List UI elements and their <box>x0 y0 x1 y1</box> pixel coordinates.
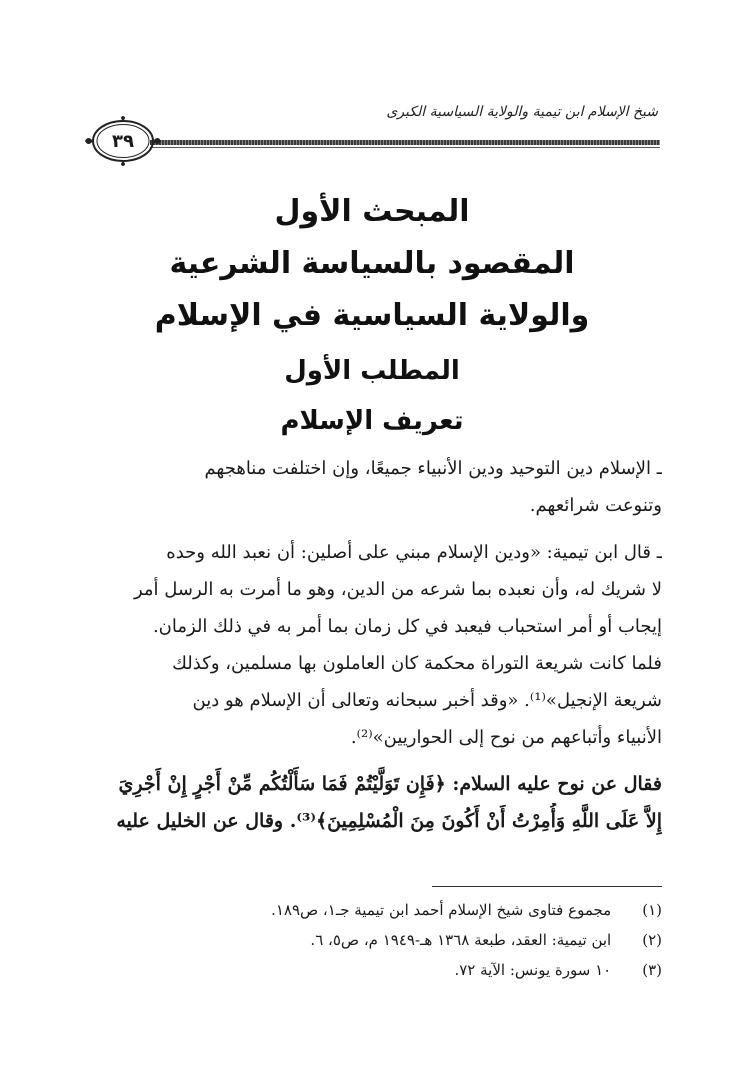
text-line: وتنوعت شرائعهم. <box>529 495 662 516</box>
page-header <box>84 104 660 160</box>
footnote-3 <box>84 956 662 984</box>
running-title: شيخ الإسلام ابن تيمية والولاية السياسية الكبرى <box>386 104 658 120</box>
text-line: ـ الإسلام دين التوحيد ودين الأنبياء جميعًا، وإن اختلفت مناهجهم <box>204 458 662 479</box>
section-subtitle: تعريف الإسلام <box>280 406 464 436</box>
text-line: لا شريك له، وأن نعبده بما شرعه من الدين، وهو ما أمرت به الرسل أمر <box>133 579 662 600</box>
footnote-number: (٢) <box>642 931 662 949</box>
text-line: إِلاَّ عَلَى اللَّهِ وَأُمِرْتُ أَنْ أَكُونَ مِنَ الْمُسْلِمِينَ﴾⁽³⁾. وقال عن الخليل عليه <box>116 810 662 832</box>
body-text <box>84 450 662 840</box>
footnote-number: (٣) <box>642 961 662 979</box>
footnote-text: ابن تيمية: العقد، طبعة ١٣٦٨ هـ-١٩٤٩ م، ص٥، ٦. <box>310 931 612 949</box>
footnote-text: مجموع فتاوى شيخ الإسلام أحمد ابن تيمية جـ١، ص١٨٩. <box>271 901 612 919</box>
text-line: إيجاب أو أمر استحباب فيعبد في كل زمان بما أمر به في ذلك الزمان. <box>152 616 662 637</box>
text-line: ـ قال ابن تيمية: «ودين الإسلام مبني على أصلين: أن نعبد الله وحده <box>166 542 662 563</box>
text-line: فلما كانت شريعة التوراة محكمة كان العاملون بها مسلمين، وكذلك <box>172 653 662 674</box>
paragraph <box>84 450 662 524</box>
header-rule-thin <box>150 147 660 148</box>
text-line: شريعة الإنجيل»⁽¹⁾. «وقد أخبر سبحانه وتعالى أن الإسلام هو دين <box>192 690 662 711</box>
chapter-subtitle-2: والولاية السياسية في الإسلام <box>154 298 590 333</box>
paragraph <box>84 534 662 756</box>
section-heading: المطلب الأول <box>284 356 460 386</box>
chapter-heading: المبحث الأول <box>274 194 470 229</box>
text-line: الأنبياء وأتباعهم من نوح إلى الحواريين»⁽²⁾. <box>350 727 662 748</box>
chapter-subtitle-1: المقصود بالسياسة الشرعية <box>169 246 575 281</box>
text-line: فقال عن نوح عليه السلام: ﴿فَإِن تَوَلَّيْتُمْ فَمَا سَأَلْتُكُم مِّنْ أَجْرٍ إِنْ أَجْرِيَ <box>118 773 662 795</box>
footnote-rule <box>432 886 662 887</box>
section-headings <box>84 186 660 446</box>
footnote-text: ١٠ سورة يونس: الآية ٧٢. <box>454 961 612 979</box>
paragraph-quran-quote <box>84 766 662 840</box>
page-number: ٣٩ <box>112 130 134 152</box>
header-rule <box>150 140 660 145</box>
footnote-2 <box>84 926 662 954</box>
footnote-number: (١) <box>642 901 662 919</box>
footnote-1 <box>84 896 662 924</box>
